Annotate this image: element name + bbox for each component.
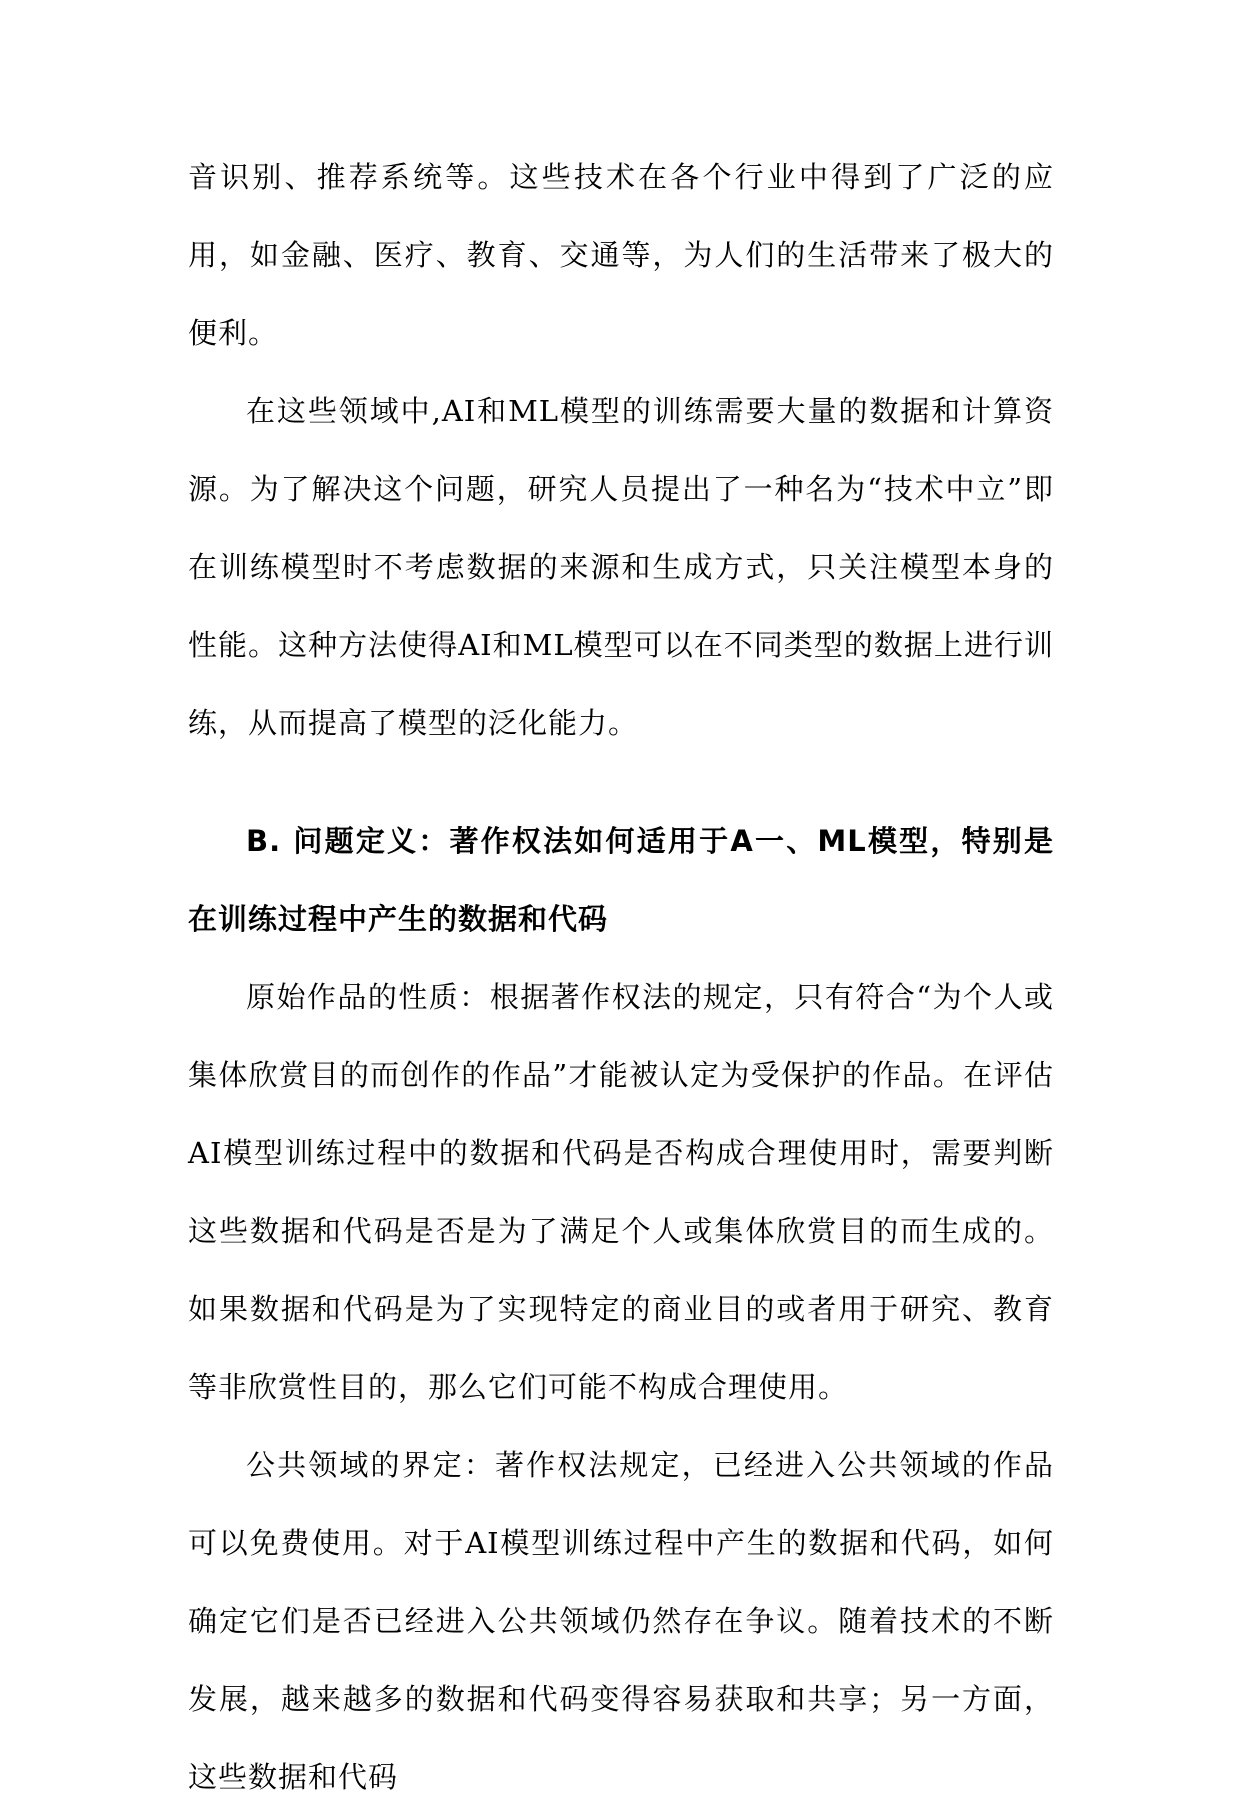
paragraph-original-work-nature: 原始作品的性质：根据著作权法的规定，只有符合“为个人或集体欣赏目的而创作的作品”才能被认定为受保护的作品。在评估AI模型训练过程中的数据和代码是否构成合理使用时，需要判断这些数据和代码是否是为了满足个人或集体欣赏目的而生成的。如果数据和代码是为了实现特定的商业目的或者用于研究、教育等非欣赏性目的，那么它们可能不构成合理使用。 — [188, 980, 1054, 1404]
section-heading-problem-definition: B. 问题定义：著作权法如何适用于A一、ML模型，特别是在训练过程中产生的数据和代码 — [188, 824, 1054, 936]
document-body — [188, 138, 1054, 1816]
paragraph-public-domain: 公共领域的界定：著作权法规定，已经进入公共领域的作品可以免费使用。对于AI模型训练过程中产生的数据和代码，如何确定它们是否已经进入公共领域仍然存在争议。随着技术的不断发展，越来越多的数据和代码变得容易获取和共享；另一方面，这些数据和代码 — [188, 1448, 1054, 1794]
paragraph-technology-neutral: 在这些领域中,AI和ML模型的训练需要大量的数据和计算资源。为了解决这个问题，研究人员提出了一种名为“技术中立”即在训练模型时不考虑数据的来源和生成方式，只关注模型本身的性能。这种方法使得AI和ML模型可以在不同类型的数据上进行训练，从而提高了模型的泛化能力。 — [188, 394, 1054, 740]
paragraph-continuation: 音识别、推荐系统等。这些技术在各个行业中得到了广泛的应用，如金融、医疗、教育、交通等，为人们的生活带来了极大的便利。 — [188, 160, 1054, 350]
